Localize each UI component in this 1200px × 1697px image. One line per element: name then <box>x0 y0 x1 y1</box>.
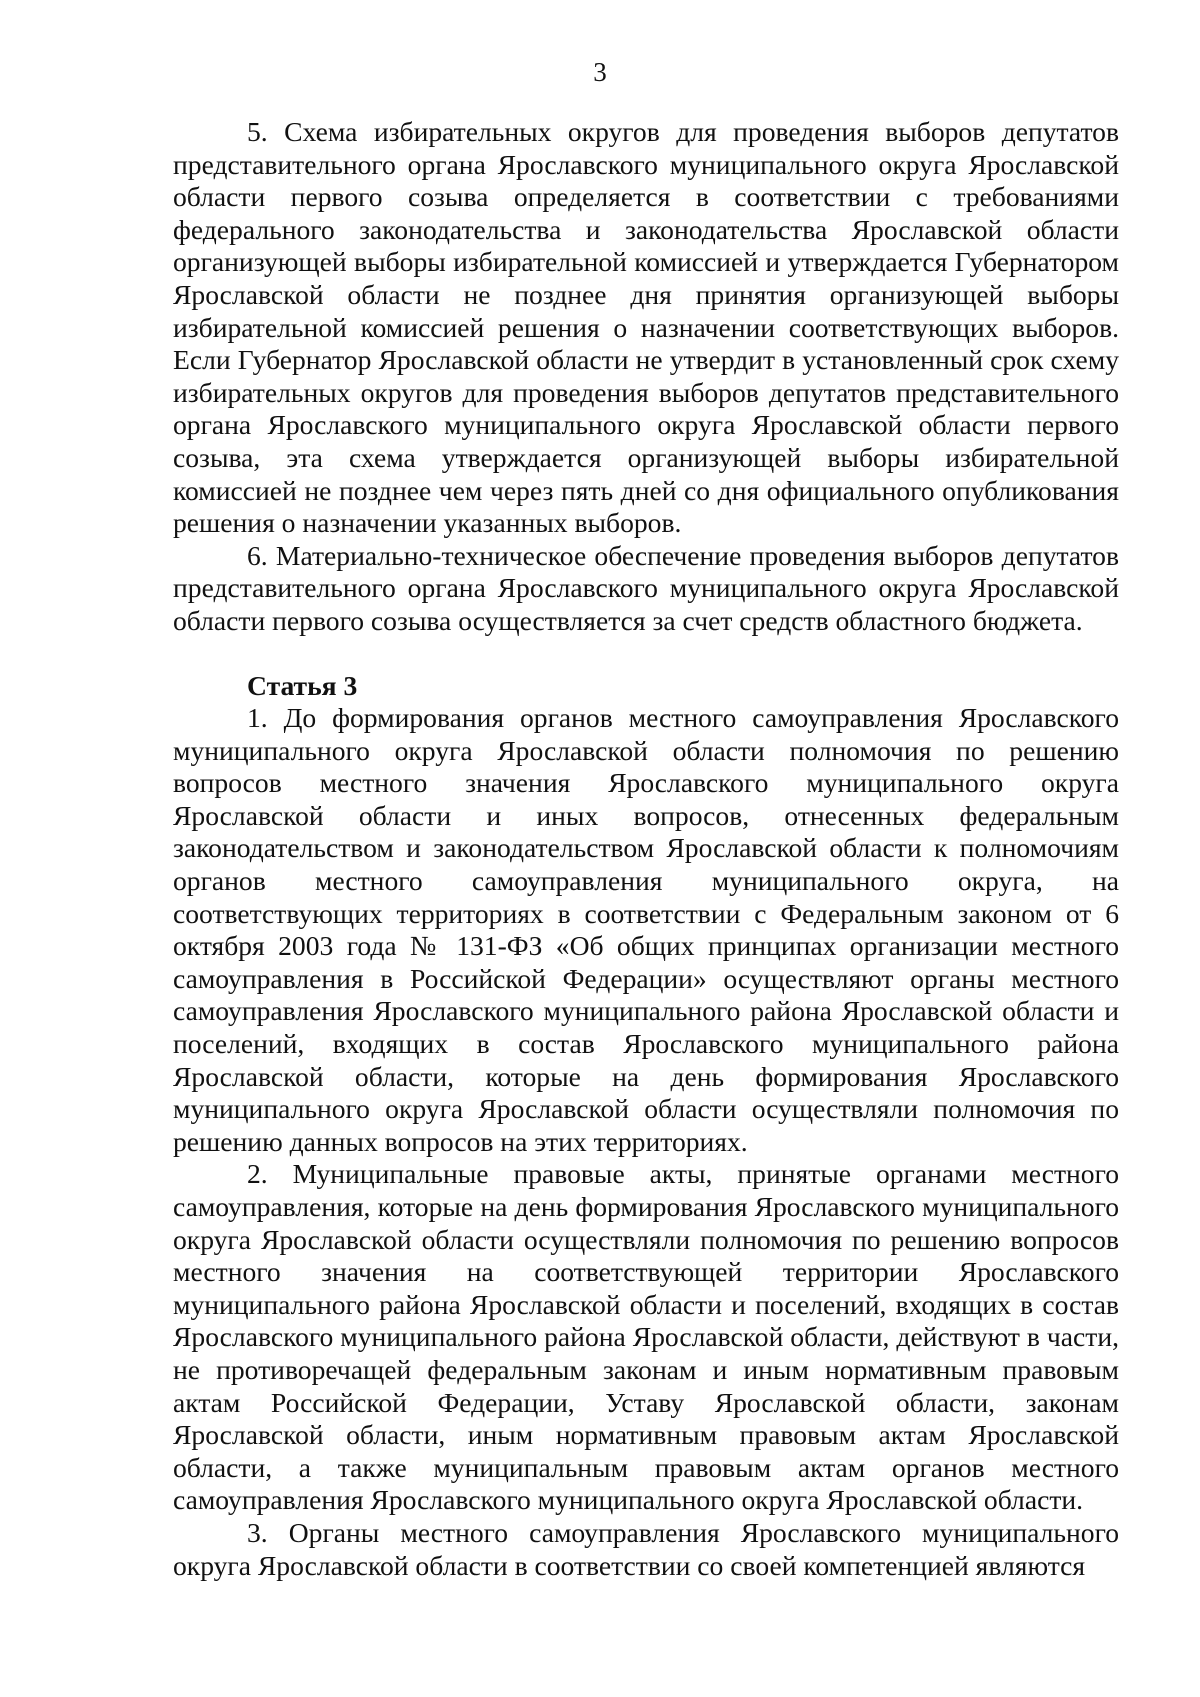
paragraph-6: 6. Материально-техническое обеспечение проведения выборов депутатов представительного органа Ярославского муниципального округа Ярославской области первого созыва осуществляется за счет средств областного бюджета. <box>173 539 1119 636</box>
article-3-paragraph-1: 1. До формирования органов местного самоуправления Ярославского муниципального округа Ярославской области полномочия по решению вопросов местного значения Ярославского муниципального округа Ярославской области и иных вопросов, отнесенных федеральным законодательством и законодательством Ярославской области к полномочиям органов местного самоуправления муниципального округа, на соответствующих территориях в соответствии с Федеральным законом от 6 октября 2003 года № 131-ФЗ «Об общих принципах организации местного самоуправления в Российской Федерации» осуществляют органы местного самоуправления Ярославского муниципального района Ярославской области и поселений, входящих в состав Ярославского муниципального района Ярославской области, которые на день формирования Ярославского муниципального округа Ярославской области осуществляли полномочия по решению данных вопросов на этих территориях. <box>173 702 1119 1157</box>
article-heading: Статья 3 <box>247 669 358 701</box>
paragraph-5: 5. Схема избирательных округов для проведения выборов депутатов представительного органа Ярославского муниципального округа Ярославской области первого созыва определяется в соответствии с требованиями федерального законодательства и законодательства Ярославской области организующей выборы избирательной комиссией и утверждается Губернатором Ярославской области не позднее дня принятия организующей выборы избирательной комиссией решения о назначении соответствующих выборов. Если Губернатор Ярославской области не утвердит в установленный срок схему избирательных округов для проведения выборов депутатов представительного органа Ярославского муниципального округа Ярославской области первого созыва, эта схема утверждается организующей выборы избирательной комиссией не позднее чем через пять дней со дня официального опубликования решения о назначении указанных выборов. <box>173 116 1119 539</box>
document-body <box>173 116 1119 1582</box>
article-3-paragraph-3: 3. Органы местного самоуправления Ярославского муниципального округа Ярославской области в соответствии со своей компетенцией являются <box>173 1516 1119 1581</box>
page-number: 3 <box>593 57 607 87</box>
article-3-paragraph-2: 2. Муниципальные правовые акты, принятые органами местного самоуправления, которые на день формирования Ярославского муниципального округа Ярославской области осуществляли полномочия по решению вопросов местного значения на соответствующей территории Ярославского муниципального района Ярославской области и поселений, входящих в состав Ярославского муниципального района Ярославской области, действуют в части, не противоречащей федеральным законам и иным нормативным правовым актам Российской Федерации, Уставу Ярославской области, законам Ярославской области, иным нормативным правовым актам Ярославской области, а также муниципальным правовым актам органов местного самоуправления Ярославского муниципального округа Ярославской области. <box>173 1158 1119 1516</box>
